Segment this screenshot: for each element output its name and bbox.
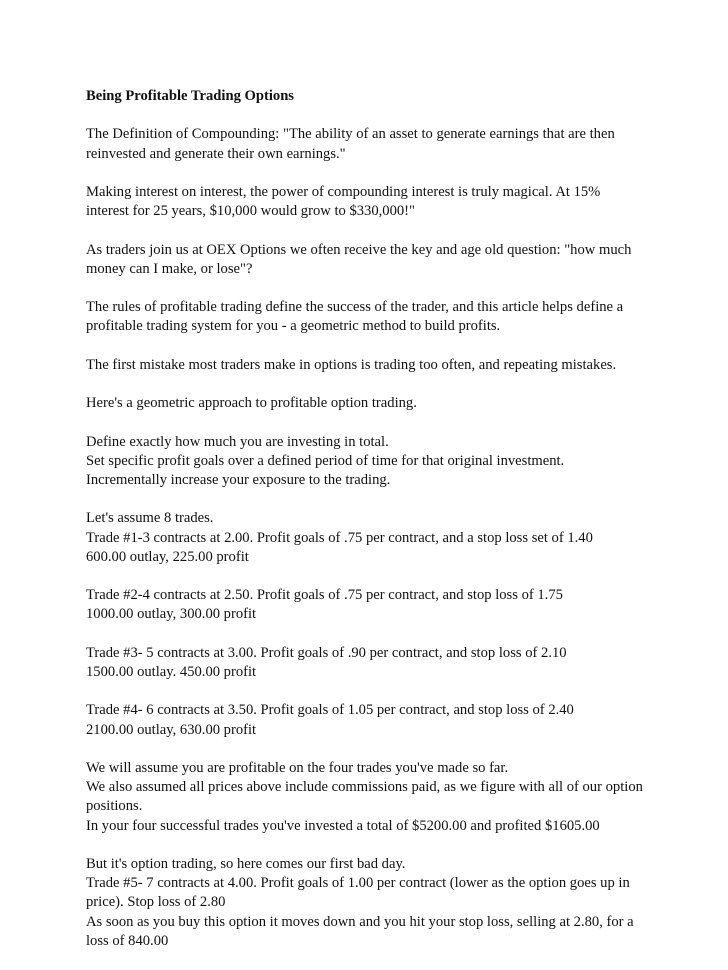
text-line: In your four successful trades you've invested a total of $5200.00 and profited $1605.00 — [86, 817, 600, 834]
document-page — [86, 87, 646, 970]
document-body — [86, 125, 646, 951]
paragraph — [86, 241, 646, 279]
text-line: As traders join us at OEX Options we often receive the key and age old question: "how much money can I make, or lose"? — [86, 241, 632, 277]
text-line: The first mistake most traders make in options is trading too often, and repeating mistakes. — [86, 356, 617, 373]
paragraph — [86, 855, 646, 951]
text-line: The Definition of Compounding: "The ability of an asset to generate earnings that are then reinvested and generate their own earnings." — [86, 126, 615, 162]
text-line: 600.00 outlay, 225.00 profit — [86, 548, 249, 565]
text-line: As soon as you buy this option it moves down and you hit your stop loss, selling at 2.80, for a loss of 840.00 — [86, 913, 634, 949]
text-line: 1000.00 outlay, 300.00 profit — [86, 606, 257, 623]
text-line: Set specific profit goals over a defined period of time for that original investment. — [86, 452, 565, 469]
paragraph — [86, 759, 646, 836]
text-line: 1500.00 outlay. 450.00 profit — [86, 663, 257, 680]
paragraph — [86, 125, 646, 163]
text-line: The rules of profitable trading define the success of the trader, and this article helps define a profitable trading system for you - a geometric method to build profits. — [86, 299, 624, 335]
paragraph — [86, 298, 646, 336]
paragraph — [86, 433, 646, 491]
text-line: Trade #1-3 contracts at 2.00. Profit goals of .75 per contract, and a stop loss set of 1.40 — [86, 529, 593, 546]
text-line: We also assumed all prices above include commissions paid, as we figure with all of our option positions. — [86, 779, 643, 815]
text-line: Incrementally increase your exposure to the trading. — [86, 471, 391, 488]
text-line: But it's option trading, so here comes our first bad day. — [86, 855, 406, 872]
paragraph — [86, 701, 646, 739]
text-line: Let's assume 8 trades. — [86, 510, 214, 527]
text-line: Trade #3- 5 contracts at 3.00. Profit goals of .90 per contract, and stop loss of 2.10 — [86, 644, 567, 661]
paragraph — [86, 586, 646, 624]
text-line: 2100.00 outlay, 630.00 profit — [86, 721, 257, 738]
text-line: Making interest on interest, the power of compounding interest is truly magical. At 15% interest for 25 years, $10,000 would grow to $330,000!" — [86, 183, 601, 220]
text-line: Here's a geometric approach to profitable option trading. — [86, 395, 417, 412]
text-line: We will assume you are profitable on the four trades you've made so far. — [86, 759, 509, 776]
text-line: Trade #5- 7 contracts at 4.00. Profit goals of 1.00 per contract (lower as the option goes up in price). Stop loss of 2.80 — [86, 875, 630, 911]
text-line: Trade #4- 6 contracts at 3.50. Profit goals of 1.05 per contract, and stop loss of 2.40 — [86, 702, 574, 719]
paragraph — [86, 509, 646, 567]
paragraph — [86, 644, 646, 682]
paragraph — [86, 394, 646, 413]
text-line: Trade #2-4 contracts at 2.50. Profit goals of .75 per contract, and stop loss of 1.75 — [86, 587, 563, 604]
paragraph — [86, 183, 646, 221]
text-line: Define exactly how much you are investing in total. — [86, 433, 389, 450]
paragraph — [86, 356, 646, 375]
document-title: Being Profitable Trading Options — [86, 88, 294, 104]
